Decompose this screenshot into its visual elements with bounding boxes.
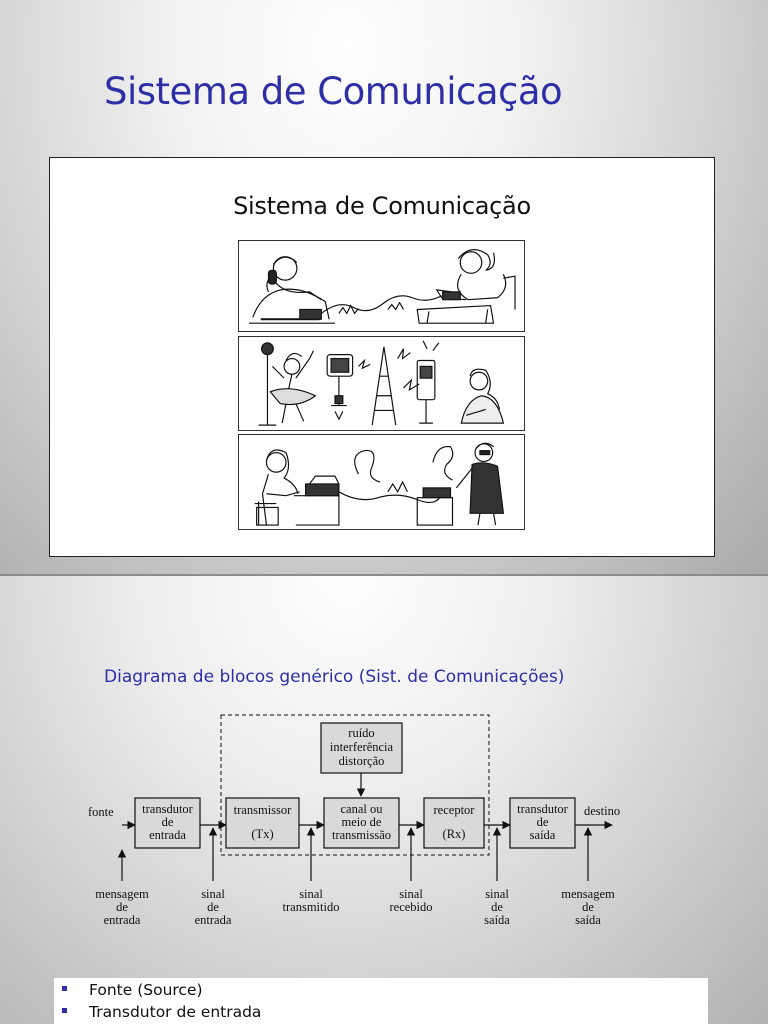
label-mensagem-entrada (95, 887, 149, 927)
label-sinal-entrada (195, 887, 232, 927)
block-line: de (536, 815, 549, 829)
svg-text:sinal: sinal (399, 887, 423, 901)
noise-block (321, 723, 402, 773)
svg-text:saída: saída (575, 913, 601, 927)
svg-text:transmitido: transmitido (282, 900, 340, 914)
block-line: entrada (149, 828, 186, 842)
bullet-list (54, 978, 708, 1024)
bullet-item (62, 1003, 261, 1021)
figure-title: Sistema de Comunicação (233, 192, 531, 220)
block-line: transdutor (142, 802, 193, 816)
svg-text:sinal: sinal (201, 887, 225, 901)
noise-line-3: distorção (338, 754, 385, 768)
svg-text:saída: saída (484, 913, 510, 927)
block-canal (324, 798, 399, 848)
block-line: (Rx) (442, 827, 466, 841)
block-receptor (424, 798, 484, 848)
label-mensagem-saida (561, 887, 615, 927)
block-transmissor (226, 798, 299, 848)
label-sinal-recebido (389, 887, 432, 914)
input-label: fonte (88, 805, 114, 819)
block-line: transmissor (233, 803, 292, 817)
label-sinal-saida (484, 887, 510, 927)
block-line: transmissão (331, 828, 392, 842)
svg-text:mensagem: mensagem (561, 887, 615, 901)
block-diagram (0, 576, 768, 1024)
svg-text:sinal: sinal (485, 887, 509, 901)
telephone-call-illustration (238, 240, 525, 332)
bullet-text: Fonte (Source) (89, 981, 203, 999)
bullet-marker-icon (62, 986, 67, 991)
slide-title: Sistema de Comunicação (104, 70, 563, 113)
noise-line-2: interferência (329, 740, 394, 754)
block-line: canal ou (340, 802, 383, 816)
block-line: (Tx) (251, 827, 274, 841)
block-line: meio de (341, 815, 382, 829)
block-line: de (161, 815, 174, 829)
radio-broadcast-drawing (239, 337, 524, 430)
svg-text:de: de (116, 900, 128, 914)
teletype-drawing (239, 435, 524, 529)
block-transdutor-saida (510, 798, 575, 848)
svg-text:mensagem: mensagem (95, 887, 149, 901)
block-transdutor-entrada (135, 798, 200, 848)
svg-text:recebido: recebido (389, 900, 433, 914)
bullet-marker-icon (62, 1008, 67, 1013)
slide-2 (0, 576, 768, 1024)
block-line: saída (529, 828, 556, 842)
output-label: destino (584, 804, 621, 818)
svg-text:de: de (491, 900, 503, 914)
svg-text:sinal: sinal (299, 887, 323, 901)
svg-text:entrada: entrada (103, 913, 141, 927)
label-sinal-transmitido (283, 887, 340, 914)
radio-broadcast-illustration (238, 336, 525, 431)
noise-line-1: ruído (348, 726, 375, 740)
svg-text:entrada: entrada (194, 913, 232, 927)
teletype-illustration (238, 434, 525, 530)
slide-title: Diagrama de blocos genérico (Sist. de Comunicações) (104, 667, 565, 687)
figure-frame (49, 157, 715, 557)
block-line: receptor (433, 803, 475, 817)
bullet-text: Transdutor de entrada (89, 1003, 262, 1021)
telephone-call-drawing (239, 241, 524, 331)
svg-text:de: de (582, 900, 594, 914)
svg-text:de: de (207, 900, 219, 914)
bullet-item (62, 981, 203, 999)
block-line: transdutor (517, 802, 568, 816)
